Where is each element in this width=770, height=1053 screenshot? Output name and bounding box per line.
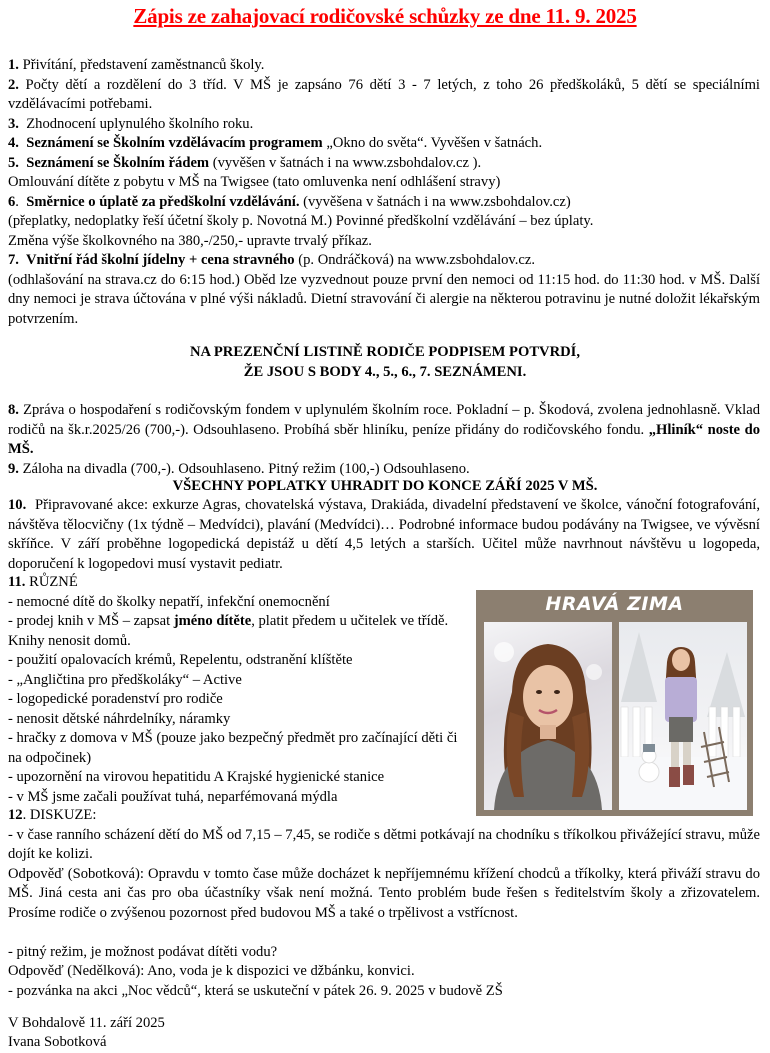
item-10: [8, 496, 764, 574]
item-number: 6: [8, 193, 16, 210]
item-5-note: Omlouvání dítěte z pobytu v MŠ na Twigsee (tato omluvenka není odhlášení stravy): [8, 174, 501, 190]
item-label: RŮZNÉ: [25, 574, 78, 590]
item-7: [8, 251, 535, 271]
item-text: (vyvěšen v šatnách i na www.zsbohdalov.cz ).: [209, 154, 482, 171]
item-3: [8, 115, 253, 135]
notice-fees: VŠECHNY POPLATKY UHRADIT DO KONCE ZÁŘÍ 2025 V MŠ.: [172, 478, 598, 494]
list-item-text: - prodej knih v MŠ – zapsat: [8, 613, 174, 629]
item-heading: Seznámení se Školním řádem: [18, 154, 210, 171]
item-number: 1.: [8, 57, 19, 73]
item-8: [8, 401, 760, 460]
item-heading: Seznámení se Školním vzdělávacím programem: [18, 135, 323, 151]
item-6: [8, 193, 571, 213]
list-item: - použití opalovacích krémů, Repelentu, odstranění klíštěte: [8, 652, 353, 668]
item-text: (vyvěšena v šatnách i na www.zsbohdalov.cz): [299, 193, 571, 210]
discussion-question-2: - pitný režim, je možnost podávat dítěti vodu?: [8, 943, 278, 960]
item-11-heading: [8, 573, 78, 593]
item-number: 7.: [8, 252, 19, 268]
item-label: . DISKUZE:: [22, 807, 97, 823]
item-number: 8.: [8, 402, 19, 418]
item-number: 11.: [8, 574, 26, 590]
place-date: V Bohdalově 11. září 2025: [8, 1015, 165, 1031]
list-item: - logopedické poradenství pro rodiče: [8, 691, 223, 707]
item-number: 2.: [8, 76, 19, 93]
hrava-zima-photo: [476, 590, 753, 816]
item-number: 9.: [8, 460, 19, 477]
item-number: 3.: [8, 115, 19, 132]
item-text: Počty dětí a rozdělení do 3 tříd. V MŠ je zapsáno 76 dětí 3 - 7 letých, z toho 26 předškoláků, 5 dětí se speciálními vzdělávacími potřebami.: [8, 76, 760, 112]
item-12-heading: [8, 806, 96, 826]
list-item-emphasis: jméno dítěte: [173, 613, 252, 629]
item-6-note-1: (přeplatky, nedoplatky řeší účetní školy p. Novotná M.) Povinné předškolní vzdělávání – bez úplaty.: [8, 213, 594, 229]
list-item: - hračky z domova v MŠ (pouze jako bezpečný předmět pro začínající děti či na odpočinek): [8, 730, 458, 766]
item-heading: Směrnice o úplatě za předškolní vzdělávání.: [18, 193, 300, 210]
discussion-question-1: - v čase ranního scházení dětí do MŠ od 7,15 – 7,45, se rodiče s dětmi potkávají na chodníku s tříkolkou přivážející stravu, může dojít ke kolizi.: [8, 826, 760, 862]
document-title: Zápis ze zahajovací rodičovské schůzky ze dne 11. 9. 2025: [133, 4, 637, 28]
item-text: Připravované akce: exkurze Agras, chovatelská výstava, Drakiáda, divadelní představení ve školce, vánoční fotografování, návštěva tělocvičny (1x týdně – Medvídci), plavání (Medvídci)… Podrobné informace budou podávány na Twigsee, ve vývěsní skříňce. V září proběhne logopedická depistáž u dětí 4,5 letých a starších. Učitel může navrhnout návštěvu u logopeda, doporučení k logopedovi musí vystavit pediatr.: [8, 497, 764, 572]
photo-portrait-girl: [484, 622, 612, 810]
discussion-answer-2: Odpověď (Nedělková): Ano, voda je k dispozici ve džbánku, konvici.: [8, 963, 415, 979]
item-number: 12: [8, 807, 23, 823]
photo-winter-scene: [619, 622, 747, 810]
item-emphasis: „Hliník“ noste do MŠ.: [8, 421, 760, 457]
notice-signature-line-1: NA PREZENČNÍ LISTINĚ RODIČE PODPISEM POTVRDÍ,: [189, 344, 581, 360]
item-number: 10.: [8, 497, 27, 513]
item-7-note: (odhlašování na strava.cz do 6:15 hod.) Oběd lze vyzvednout pouze první den nemoci od 11:15 hod. do 11:30 hod. v MŠ. Další dny nemoci je strava účtována v plné výši nákladů. Dietní stravování či alergie na některou potravinu je nutné doložit lékařským potvrzením.: [8, 271, 760, 327]
item-2: [8, 76, 760, 115]
list-item: - nenosit dětské náhrdelníky, náramky: [8, 710, 231, 727]
item-number: 4.: [8, 135, 19, 151]
winter-illustration: [619, 622, 747, 810]
item-number: 5.: [8, 154, 19, 171]
item-text: Zpráva o hospodaření s rodičovským fondem v uplynulém školním roce. Pokladní – p. Škodová, zvolena jednohlasně. Vklad rodičů na šk.r.2025/26 (700,-). Odsouhlaseno. Probíhá sběr hliníku, peníze přidány do rodičovského fondu.: [8, 402, 760, 438]
signature: Ivana Sobotková: [8, 1034, 107, 1050]
discussion-invitation: - pozvánka na akci „Noc vědců“, která se uskuteční v pátek 26. 9. 2025 v budově ZŠ: [8, 982, 503, 999]
list-item: - upozornění na virovou hepatitidu A Krajské hygienické stanice: [8, 769, 385, 785]
item-heading: Vnitřní řád školní jídelny + cena stravného: [18, 252, 295, 268]
list-item: - v MŠ jsme začali používat tuhá, neparfémovaná mýdla: [8, 788, 338, 805]
list-item-text: , platit předem u učitelek ve třídě. Knihy nenosit domů.: [8, 613, 449, 649]
item-6-note-2: Změna výše školkovného na 380,-/250,- upravte trvalý příkaz.: [8, 232, 372, 249]
discussion-answer-1: Odpověď (Sobotková): Opravdu v tomto čase může docházet k nepříjemnému křížení chodců a tříkolky, která přiváží stravu do MŠ. Jiná cesta ani čas pro oba účastníky však není možná. Tento problém bude řešen s ředitelstvím školy a zřizovatelem. Prosíme rodiče o zvýšenou pozornost před budovou MŠ a také o trpělivost a vstřícnost.: [8, 865, 760, 921]
item-1: [8, 56, 264, 76]
list-item: - nemocné dítě do školky nepatří, infekční onemocnění: [8, 593, 330, 610]
portrait-illustration: [484, 622, 612, 810]
list-item: [8, 612, 474, 651]
list-item: - „Angličtina pro předškoláky“ – Active: [8, 671, 242, 688]
photo-title: HRAVÁ ZIMA: [545, 593, 684, 615]
notice-signature-line-2: ŽE JSOU S BODY 4., 5., 6., 7. SEZNÁMENI.: [243, 363, 527, 380]
item-punct: .: [15, 193, 19, 210]
item-text: Záloha na divadla (700,-). Odsouhlaseno. Pitný režim (100,-) Odsouhlaseno.: [18, 460, 470, 477]
item-text: Zhodnocení uplynulého školního roku.: [18, 115, 254, 132]
item-4: [8, 134, 542, 154]
item-text: (p. Ondráčková) na www.zsbohdalov.cz.: [294, 252, 536, 268]
item-text: Přivítání, představení zaměstnanců školy.: [18, 57, 265, 73]
item-text: „Okno do světa“. Vyvěšen v šatnách.: [322, 135, 543, 151]
item-5: [8, 154, 481, 174]
